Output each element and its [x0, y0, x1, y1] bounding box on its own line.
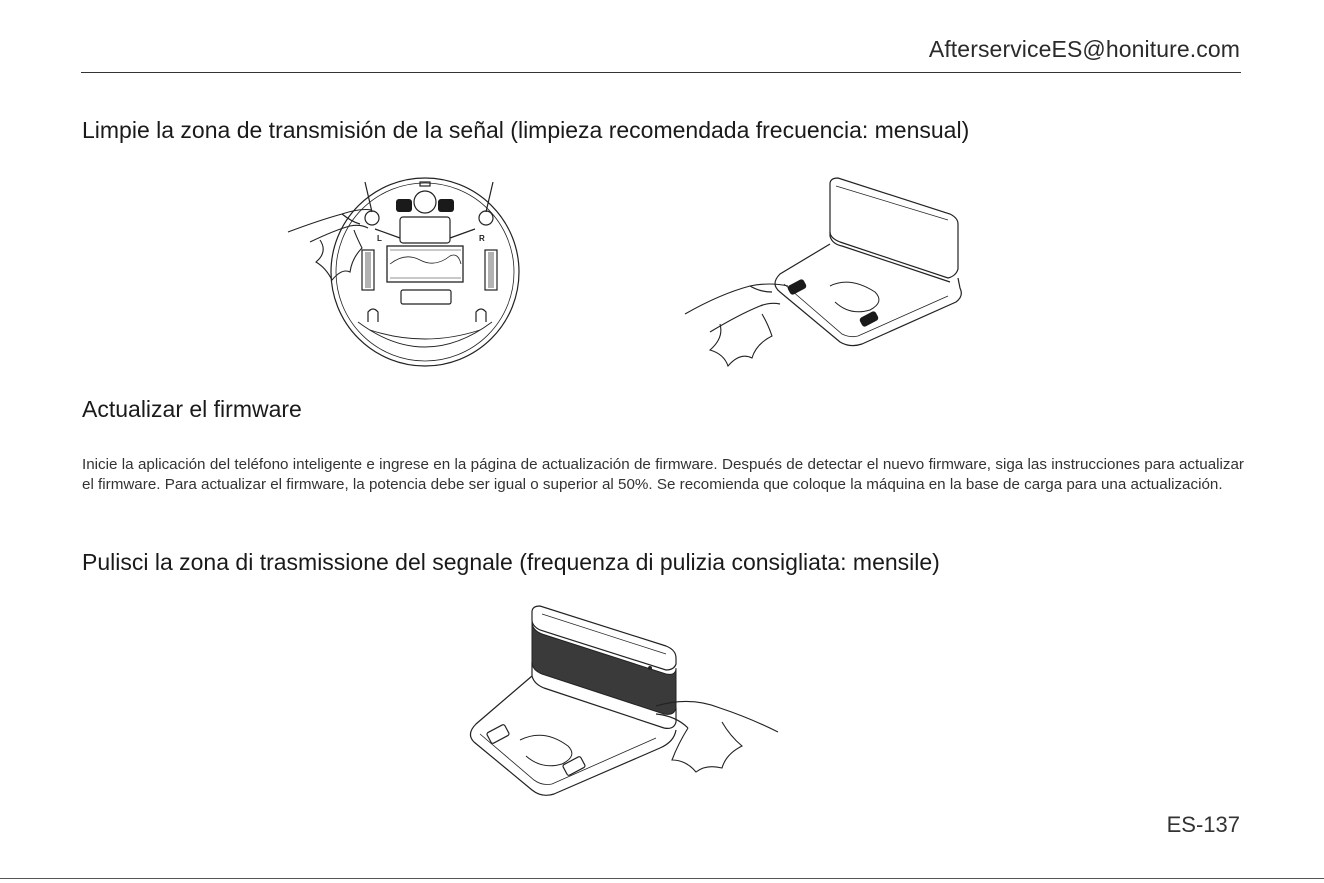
section-heading-clean-signal-es: Limpie la zona de transmisión de la señal (limpieza recomendada frecuencia: mensual)	[82, 117, 970, 143]
right-brush-hub	[479, 211, 493, 225]
left-wheel-label: L	[377, 234, 382, 243]
right-side-brush	[486, 182, 493, 212]
cloth	[316, 230, 362, 280]
firmware-instructions: Inicie la aplicación del teléfono inteligente e ingrese en la página de actualización de firmware. Después de detectar el nuevo firmware, siga las instrucciones para actualizar el firmware. Para actualizar el firmware, la potencia debe ser igual o superior al 50%. Se recomienda que coloque la máquina en la base de carga para una actualización.	[82, 456, 1244, 493]
main-brush	[387, 246, 463, 282]
robot-underside-cleaning-illustration	[280, 172, 530, 370]
dock-base	[775, 244, 961, 346]
footer-divider	[0, 878, 1324, 879]
charging-contact-left	[486, 724, 509, 744]
section-heading-firmware: Actualizar el firmware	[82, 396, 302, 422]
cloth	[672, 722, 742, 772]
page-number: ES-137	[1166, 812, 1240, 837]
signal-window	[532, 622, 676, 714]
cloth	[710, 314, 772, 366]
contact-email: AfterserviceES@honiture.com	[928, 36, 1240, 62]
charging-contact-right	[859, 310, 880, 327]
section-heading-clean-signal-it: Pulisci la zona di trasmissione del segnale (frequenza di pulizia consigliata: mensile)	[82, 549, 940, 575]
right-wheel-label: R	[479, 234, 485, 243]
charging-contact-right	[562, 756, 585, 776]
charging-contact-left	[787, 278, 808, 295]
dock-signal-window-cleaning-illustration	[460, 604, 790, 804]
left-side-brush	[365, 182, 372, 212]
dock-contacts-cleaning-illustration	[680, 174, 970, 370]
header-divider	[81, 72, 1241, 73]
left-brush-hub	[365, 211, 379, 225]
